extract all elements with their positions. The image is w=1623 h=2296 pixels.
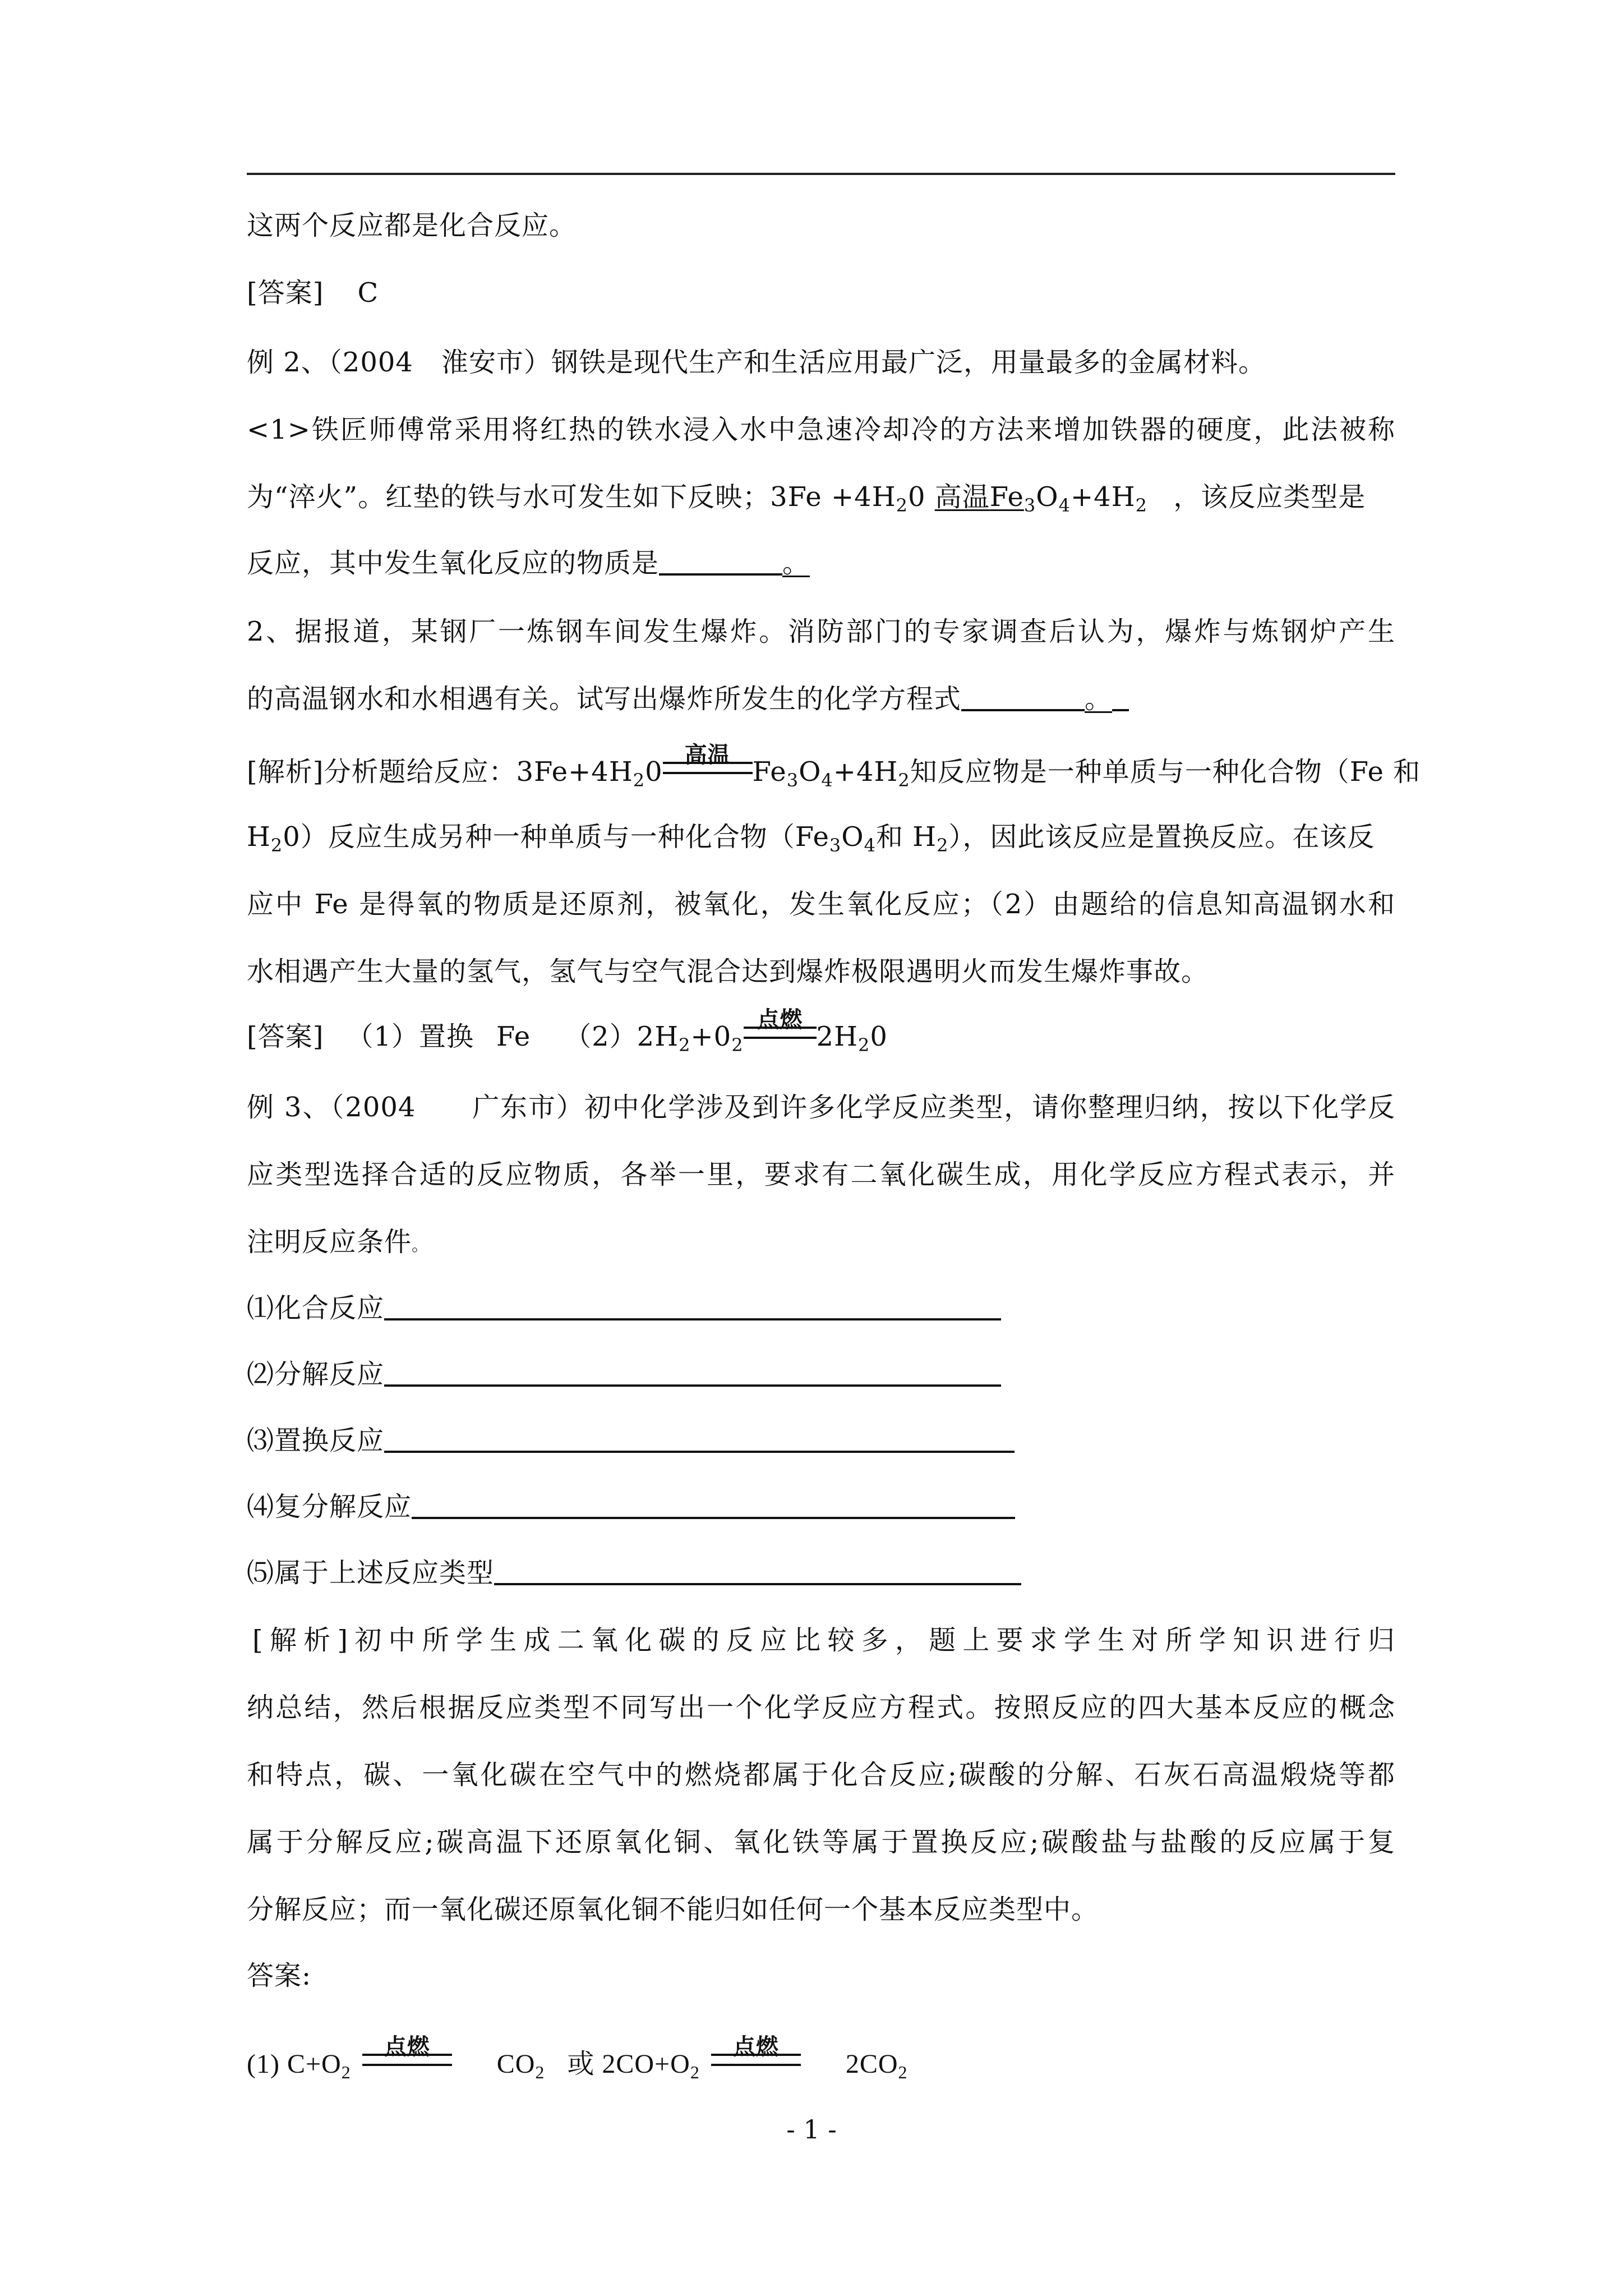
fill-item-5: ⑸属于上述反应类型 [247, 1555, 1021, 1591]
explanation-line-3: 和特点，碳、一氧化碳在空气中的燃烧都属于化合反应;碳酸的分解、石灰石高温煅烧等都 [247, 1759, 1395, 1791]
answer-blank [384, 1356, 1001, 1387]
text-line: 这两个反应都是化合反应。 [247, 210, 577, 241]
answer-2-line: [答案] （1）置换 Fe $(2)2H_2+0_2$ 点燃 $2H_20$ [247, 1007, 888, 1056]
analysis-line-2: $H_20$）反应生成另种一种单质与一种化合物（$Fe_3O_4$和 $H_2$），因此该反应是置换反应。在该反 [247, 821, 1375, 856]
question-1-line-3: 反应，其中发生氧化反应的物质是 。 [247, 545, 810, 581]
example-3-line-1: 例 3、（2004 广东市）初中化学涉及到许多化学反应类型，请你整理归纳，按以下化学反 [247, 1092, 1395, 1123]
explanation-line-4: 属于分解反应;碳高温下还原氧化铜、氧化铁等属于置换反应;碳酸盐与盐酸的反应属于复 [247, 1826, 1395, 1858]
fill-item-3: ⑶置换反应 [247, 1423, 1015, 1458]
question-1-line-1: <1>铁匠师傅常采用将红热的铁水浸入水中急速冷却冷的方法来增加铁器的硬度，此法被称 [247, 414, 1395, 445]
question-2-line-1: 2、据报道，某钢厂一炼钢车间发生爆炸。消防部门的专家调查后认为，爆炸与炼钢炉产生 [247, 616, 1395, 647]
analysis-line-4: 水相遇产生大量的氢气，氢气与空气混合达到爆炸极限遇明火而发生爆炸事故。 [247, 956, 1209, 987]
header-rule [247, 173, 1395, 175]
analysis-line-1: [解析]分析题给反应：$3Fe+4H_20$ 高温 $Fe_3O_4+4H_2$知反应物是一种单质与一种化合物（Fe 和 [247, 742, 1421, 791]
fill-item-4: ⑷复分解反应 [247, 1489, 1015, 1525]
question-2-line-2: 的高温钢水和水相遇有关。试写出爆炸所发生的化学方程式 。 [247, 681, 1129, 717]
fill-item-2: ⑵分解反应 [247, 1356, 1001, 1392]
condition-gaowen: 高温 [934, 481, 990, 513]
example-3-line-2: 应类型选择合适的反应物质，各举一里，要求有二氧化碳生成，用化学反应方程式表示，并 [247, 1159, 1395, 1190]
example-2-heading: 例 2、（2004 淮安市）钢铁是现代生产和生活应用最广泛，用量最多的金属材料。 [247, 347, 1266, 378]
explanation-line-1: [解析]初中所学生成二氧化碳的反应比较多，题上要求学生对所学知识进行归 [252, 1625, 1395, 1656]
fill-item-1: ⑴化合反应 [247, 1290, 1001, 1326]
answer-blank [412, 1489, 1015, 1519]
answer-blank [659, 545, 782, 576]
page-number: - 1 - [786, 2114, 837, 2145]
answer-blank [961, 681, 1085, 711]
answer-3-equations: (1) $C+O_2$ 点燃 $CO_2$ 或 $2CO+O_2$ 点燃 $2CO_2$ [247, 2034, 908, 2082]
example-3-line-3: 注明反应条件。 [247, 1226, 430, 1258]
question-1-line-2: 为“淬火”。红垫的铁与水可发生如下反映；$3Fe +4H_20$ 高温$Fe_3O_4+4H_2$ ，该反应类型是 [247, 481, 1366, 516]
answer-blank [384, 1290, 1001, 1320]
answer-line: [答案] C [247, 277, 379, 309]
explanation-line-5: 分解反应；而一氧化碳还原氧化铜不能归如任何一个基本反应类型中。 [247, 1894, 1099, 1925]
analysis-line-3: 应中 Fe 是得氧的物质是还原剂，被氧化，发生氧化反应；（2）由题给的信息知高温钢水和 [247, 889, 1395, 920]
explanation-line-2: 纳总结，然后根据反应类型不同写出一个化学反应方程式。按照反应的四大基本反应的概念 [247, 1692, 1395, 1723]
answer-blank [494, 1555, 1021, 1585]
answer-3-label: 答案: [247, 1960, 312, 1991]
answer-blank [384, 1423, 1015, 1453]
